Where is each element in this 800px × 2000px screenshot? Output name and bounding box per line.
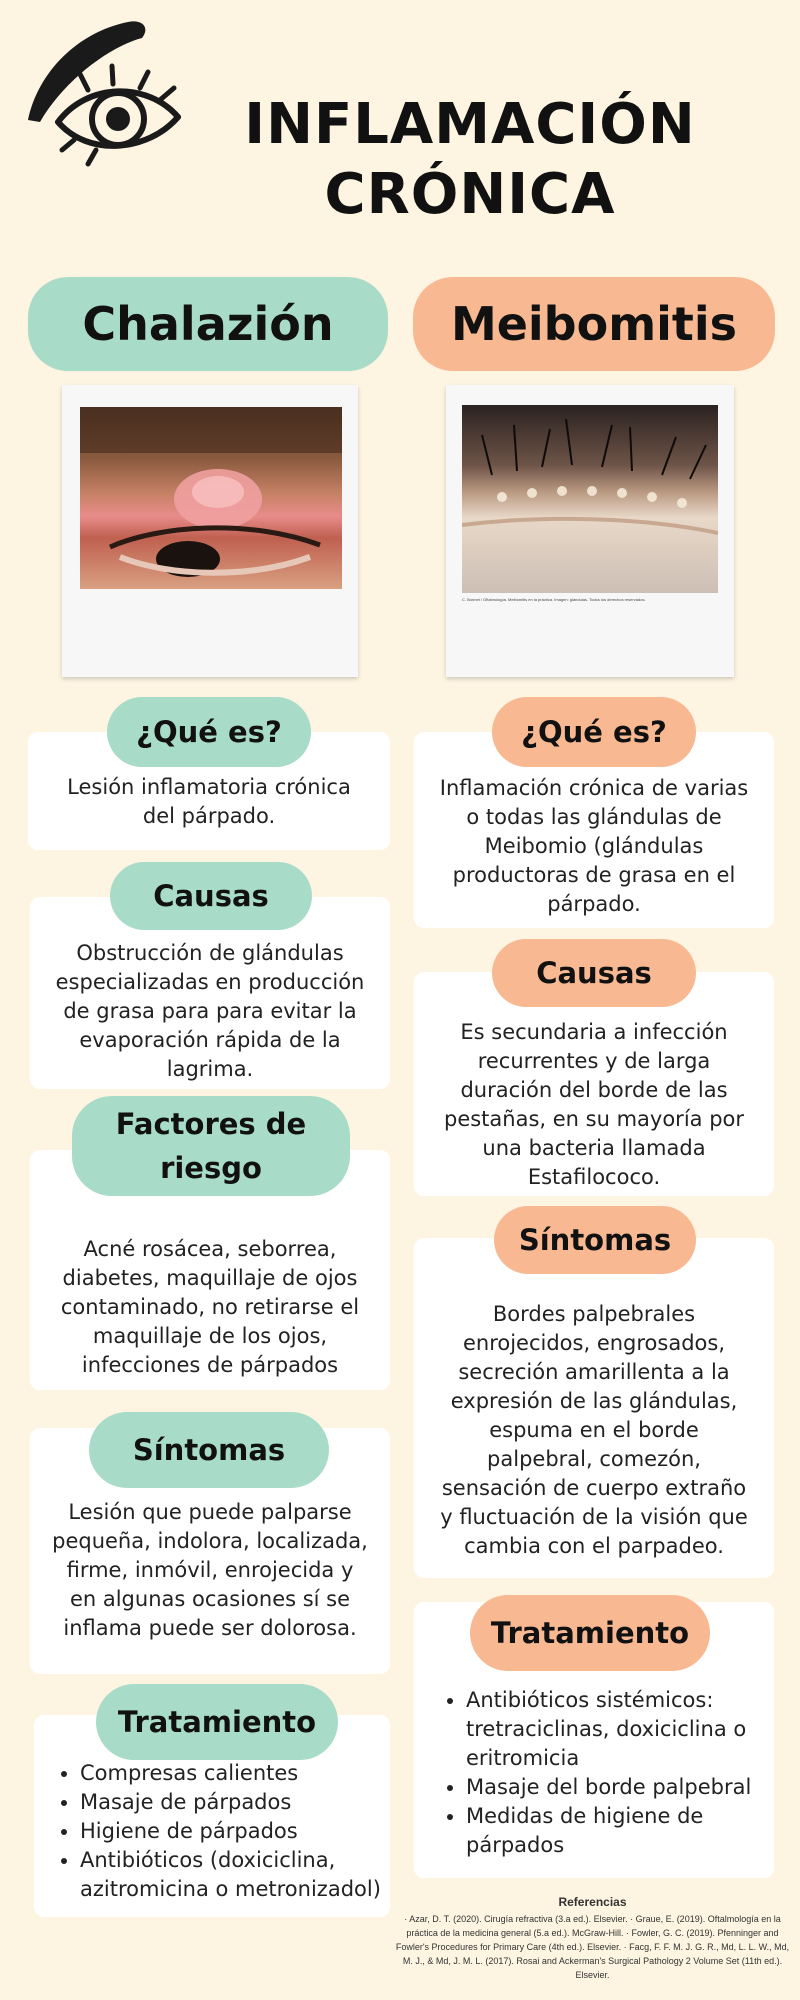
list-item: • Antibióticos (doxiciclina, azitromicina o metronizadol) <box>80 1846 390 1904</box>
list-item: • Masaje de párpados <box>80 1788 390 1817</box>
left-sintomas-title: Síntomas <box>89 1412 329 1488</box>
right-sintomas-text: Bordes palpebrales enrojecidos, engrosados, secreción amarillenta a la expresión de las glándulas, espuma en el borde palpebral, comezón, sensación de cuerpo extraño y fluctuación de la visión que cambia con el parpadeo. <box>440 1301 748 1558</box>
right-tratamiento-title: Tratamiento <box>470 1595 710 1671</box>
right-sintomas-title: Síntomas <box>494 1206 696 1274</box>
chalazion-heading: Chalazión <box>28 277 388 371</box>
right-sintomas-card <box>414 1238 774 1578</box>
page-title <box>210 90 730 230</box>
references-title: Referencias <box>558 1895 627 1909</box>
title-line-2: CRÓNICA <box>324 162 616 227</box>
right-que-es-title: ¿Qué es? <box>492 697 696 767</box>
references-text: · Azar, D. T. (2020). Cirugía refractiva (3.a ed.). Elsevier. · Graue, E. (2019). Oftalmología en la práctica de la medicina general (5.a ed.). McGraw-Hill. · Fowler, G. C. (2019). Pfenninger and Fowler's Procedures for Primary Care (4th ed.). Elsevier. · Facg, F. F. M. J. G. R., Md, L. L. W., Md, M. J., & Md, J. M. L. (2017). Rosai and Ackerman's Surgical Pathology 2 Volume Set (11th ed.). Elsevier. <box>395 1914 790 1980</box>
references <box>395 1895 790 1982</box>
title-line-1: INFLAMACIÓN <box>244 92 696 157</box>
list-item: • Medidas de higiene de párpados <box>466 1802 758 1860</box>
meibomitis-heading: Meibomitis <box>413 277 775 371</box>
list-item: • Higiene de párpados <box>80 1817 390 1846</box>
right-que-es-text: Inflamación crónica de varias o todas las glándulas de Meibomio (glándulas productoras de grasa en el párpado. <box>439 775 749 916</box>
list-item: • Compresas calientes <box>80 1759 390 1788</box>
right-causas-title: Causas <box>492 939 696 1007</box>
chalazion-photo <box>62 385 358 677</box>
left-sintomas-text: Lesión que puede palparse pequeña, indolora, localizada, firme, inmóvil, enrojecida y en algunas ocasiones sí se inflama puede ser dolorosa. <box>52 1499 368 1640</box>
left-causas-title: Causas <box>110 862 312 930</box>
eye-icon <box>18 12 188 172</box>
left-que-es-text: Lesión inflamatoria crónica del párpado. <box>67 775 351 828</box>
meibomitis-photo <box>446 385 734 677</box>
list-item: • Antibióticos sistémicos: tretraciclinas, doxiciclina o eritromicia <box>466 1686 758 1773</box>
left-factores-text: Acné rosácea, seborrea, diabetes, maquillaje de ojos contaminado, no retirarse el maquillaje de los ojos, infecciones de párpados <box>60 1236 360 1377</box>
list-item: • Masaje del borde palpebral <box>466 1773 758 1802</box>
left-que-es-title: ¿Qué es? <box>107 697 311 767</box>
left-factores-title: Factores de riesgo <box>72 1096 350 1196</box>
left-causas-text: Obstrucción de glándulas especializadas en producción de grasa para para evitar la evaporación rápida de la lagrima. <box>55 940 365 1081</box>
photo-caption: C. Bonnet / Oftalmología. Meibomitis en la práctica. Imagen: glándulas. Todos los derechos reservados. <box>462 597 646 602</box>
right-causas-text: Es secundaria a infección recurrentes y de larga duración del borde de las pestañas, en su mayoría por una bacteria llamada Estafilococo. <box>443 1020 745 1189</box>
left-tratamiento-title: Tratamiento <box>96 1684 338 1760</box>
